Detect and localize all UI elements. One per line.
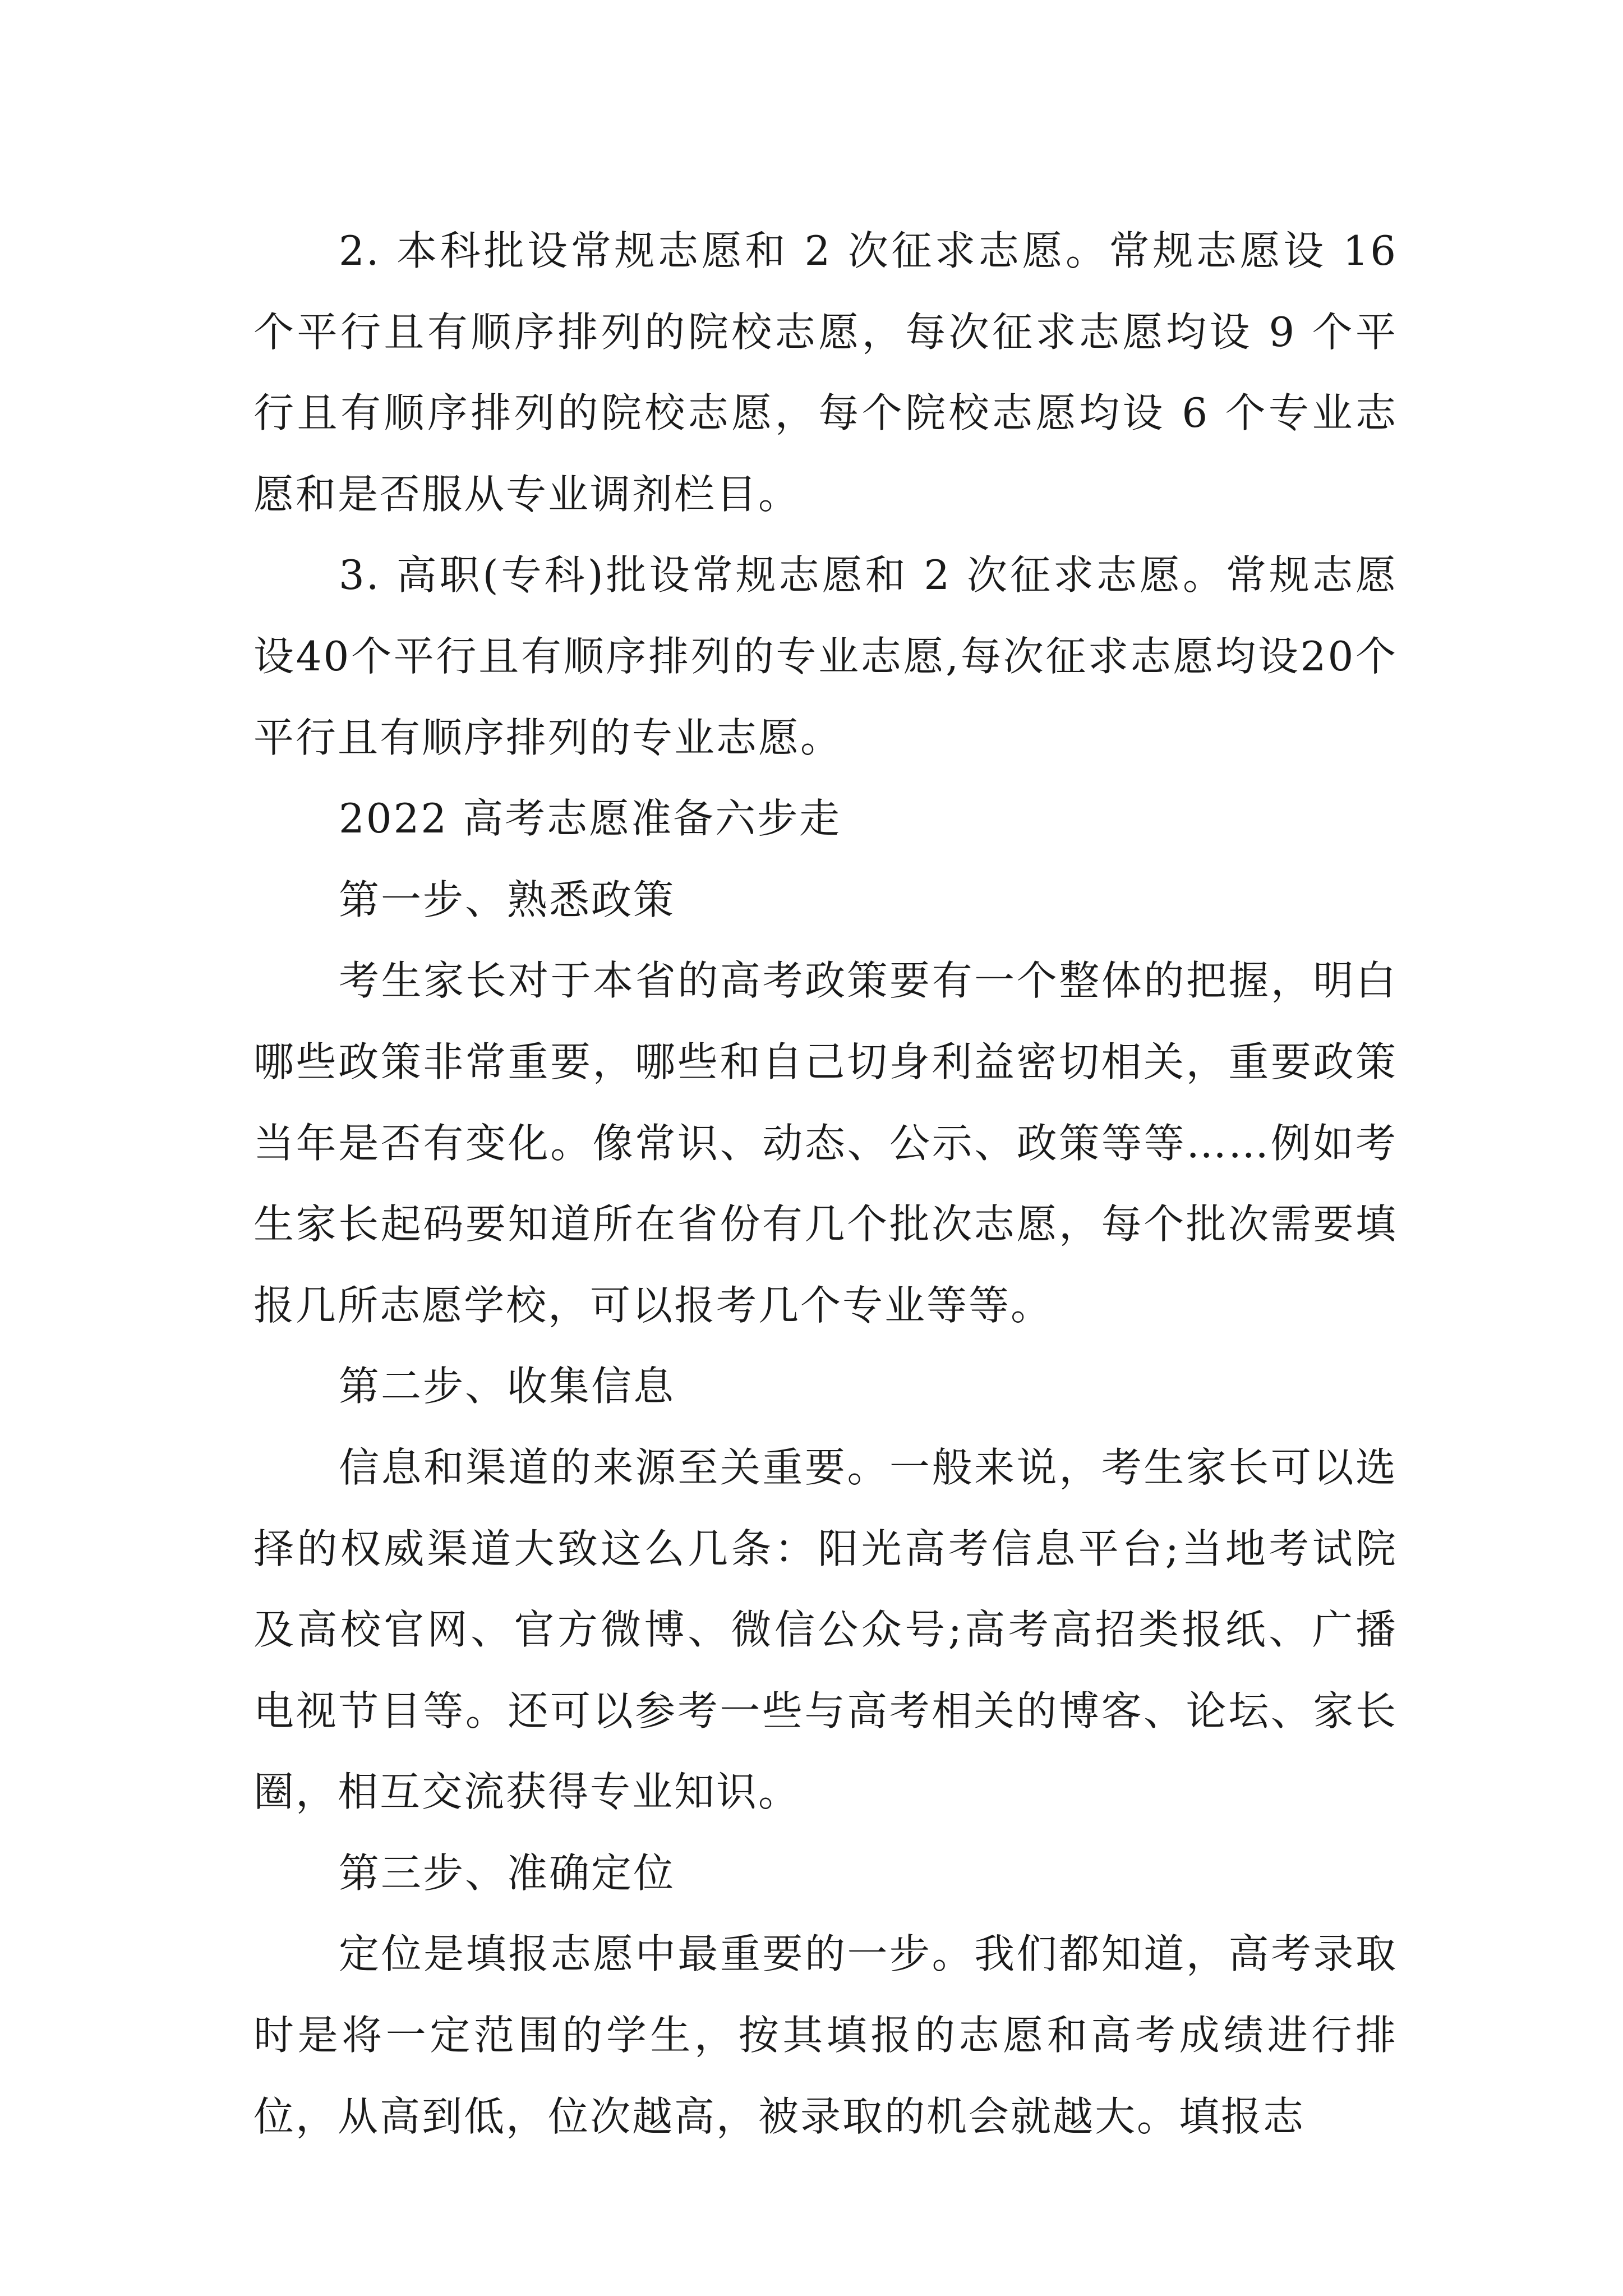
step-two-heading: 第二步、收集信息 (339, 1363, 676, 1410)
step-three-paragraph: 定位是填报志愿中最重要的一步。我们都知道，高考录取时是将一定范围的学生，按其填报的志愿和高考成绩进行排位，从高到低，位次越高，被录取的机会就越大。填报志 (253, 1930, 1398, 2140)
paragraph-undergraduate-batch: 2. 本科批设常规志愿和 2 次征求志愿。常规志愿设 16 个平行且有顺序排列的院校志愿，每次征求志愿均设 9 个平行且有顺序排列的院校志愿，每个院校志愿均设 6 个专业志愿和是否服从专业调剂栏目。 (253, 227, 1398, 518)
section-title-six-steps: 2022 高考志愿准备六步走 (339, 795, 842, 843)
document-body (253, 210, 1398, 2157)
step-one-heading: 第一步、熟悉政策 (339, 876, 676, 923)
step-three-heading: 第三步、准确定位 (339, 1849, 676, 1897)
step-two-paragraph: 信息和渠道的来源至关重要。一般来说，考生家长可以选择的权威渠道大致这么几条：阳光高考信息平台;当地考试院及高校官网、官方微博、微信公众号;高考高招类报纸、广播电视节目等。还可以参考一些与高考相关的博客、论坛、家长圈，相互交流获得专业知识。 (253, 1443, 1398, 1816)
step-one-paragraph: 考生家长对于本省的高考政策要有一个整体的把握，明白哪些政策非常重要，哪些和自己切身利益密切相关，重要政策当年是否有变化。像常识、动态、公示、政策等等……例如考生家长起码要知道所在省份有几个批次志愿，每个批次需要填报几所志愿学校，可以报考几个专业等等。 (253, 957, 1398, 1329)
paragraph-vocational-batch: 3. 高职(专科)批设常规志愿和 2 次征求志愿。常规志愿设40个平行且有顺序排列的专业志愿,每次征求志愿均设20个平行且有顺序排列的专业志愿。 (253, 551, 1398, 761)
